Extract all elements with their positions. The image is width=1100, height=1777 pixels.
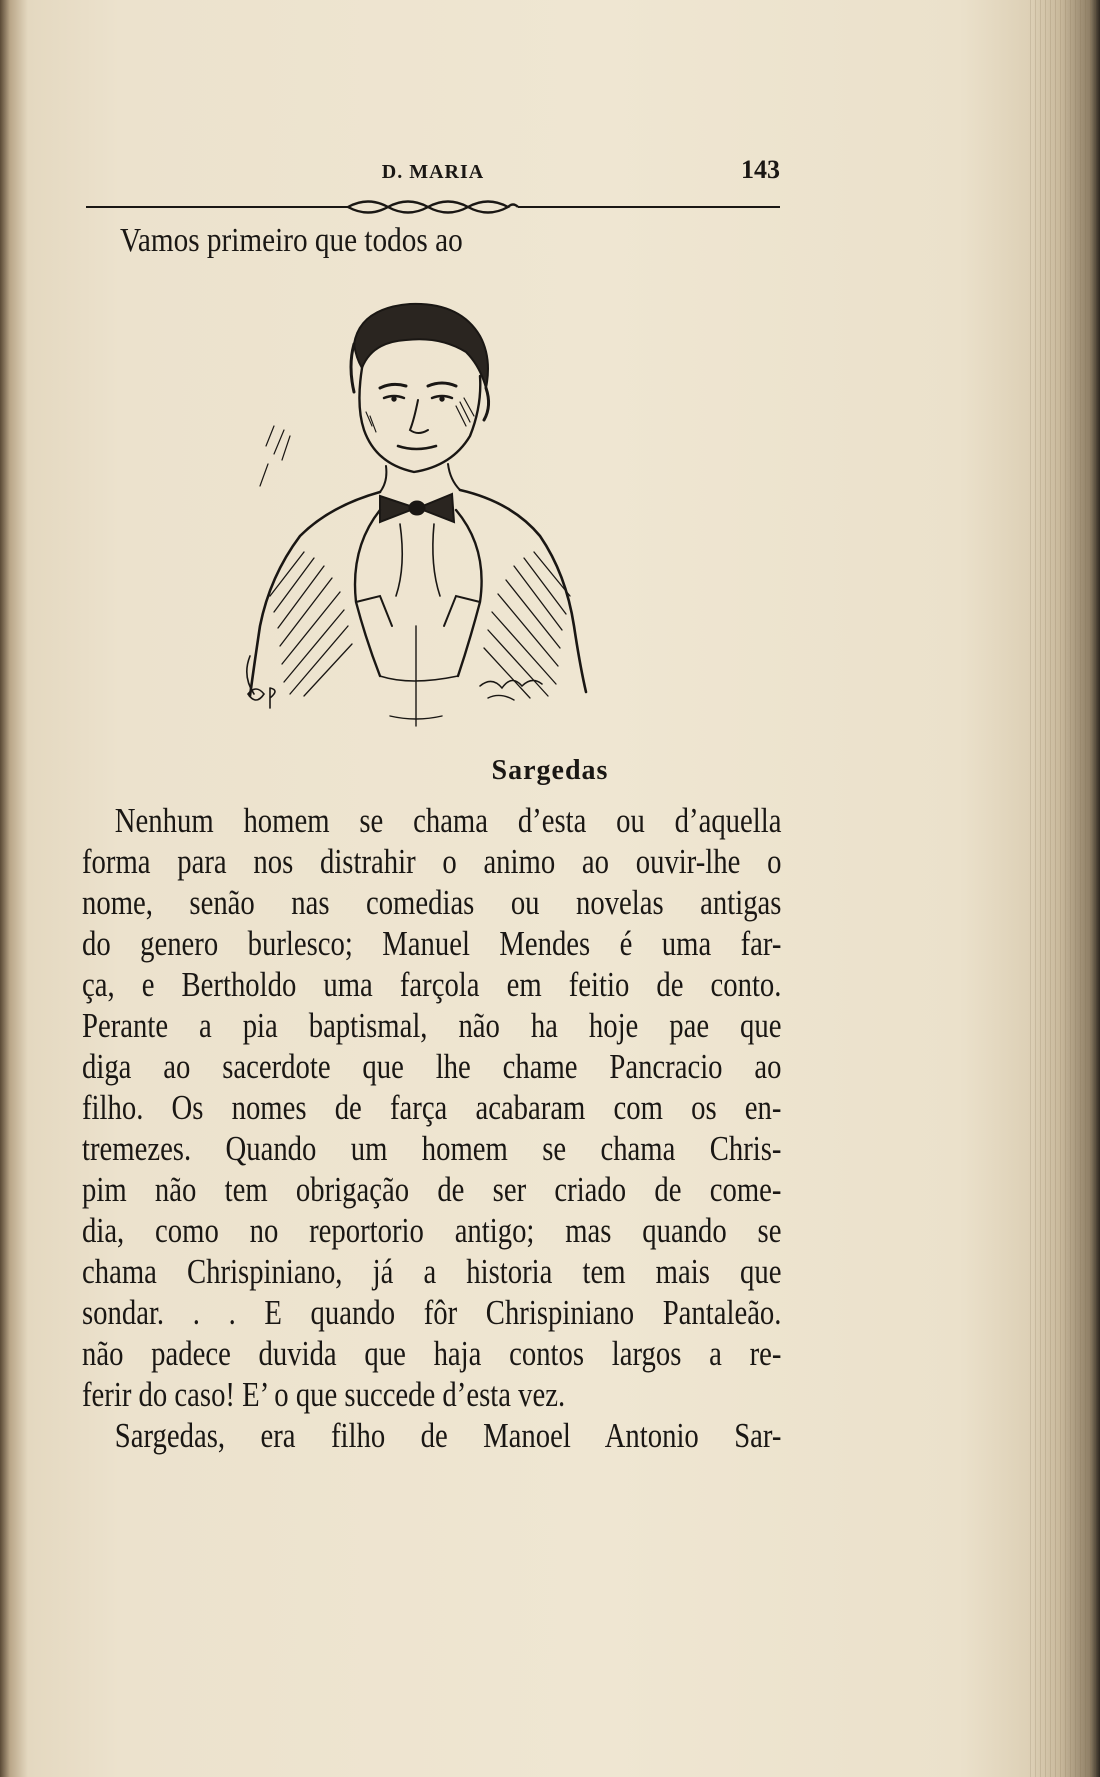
text-line: nome, senão nas comedias ou novelas antigas bbox=[82, 883, 782, 922]
page-edge-shadow bbox=[1030, 0, 1100, 1777]
text-line: do genero burlesco; Manuel Mendes é uma far- bbox=[82, 924, 782, 963]
body-text bbox=[82, 800, 782, 1456]
text-line: Perante a pia baptismal, não ha hoje pae que bbox=[82, 1006, 782, 1045]
text-line: ça, e Bertholdo uma farçola em feitio de conto. bbox=[82, 965, 782, 1004]
text-line: tremezes. Quando um homem se chama Chris- bbox=[82, 1129, 782, 1168]
running-head-title: D. MARIA bbox=[381, 161, 485, 183]
portrait-engraving bbox=[230, 296, 610, 736]
text-line: diga ao sacerdote que lhe chame Pancracio ao bbox=[82, 1047, 782, 1086]
illustration-caption: Sargedas bbox=[491, 755, 609, 786]
running-head bbox=[86, 155, 780, 195]
text-line: forma para nos distrahir o animo ao ouvir-lhe o bbox=[82, 842, 782, 881]
text-line: chama Chrispiniano, já a historia tem mais que bbox=[82, 1252, 782, 1291]
text-line: sondar. . . E quando fôr Chrispiniano Pantaleão. bbox=[82, 1293, 782, 1332]
page-number: 143 bbox=[741, 155, 780, 184]
text-line: pim não tem obrigação de ser criado de come- bbox=[82, 1170, 782, 1209]
text-line: não padece duvida que haja contos largos a re- bbox=[82, 1334, 782, 1373]
intro-line: Vamos primeiro que todos ao bbox=[120, 222, 463, 259]
text-line: dia, como no reportorio antigo; mas quando se bbox=[82, 1211, 782, 1250]
text-line: ferir do caso! E’ o que succede d’esta vez. bbox=[82, 1375, 566, 1414]
text-line: Sargedas, era filho de Manoel Antonio Sar- bbox=[114, 1416, 782, 1455]
text-line: Nenhum homem se chama d’esta ou d’aquella bbox=[114, 801, 782, 840]
text-line: filho. Os nomes de farça acabaram com os en- bbox=[82, 1088, 782, 1127]
ornament-rule bbox=[86, 196, 780, 218]
